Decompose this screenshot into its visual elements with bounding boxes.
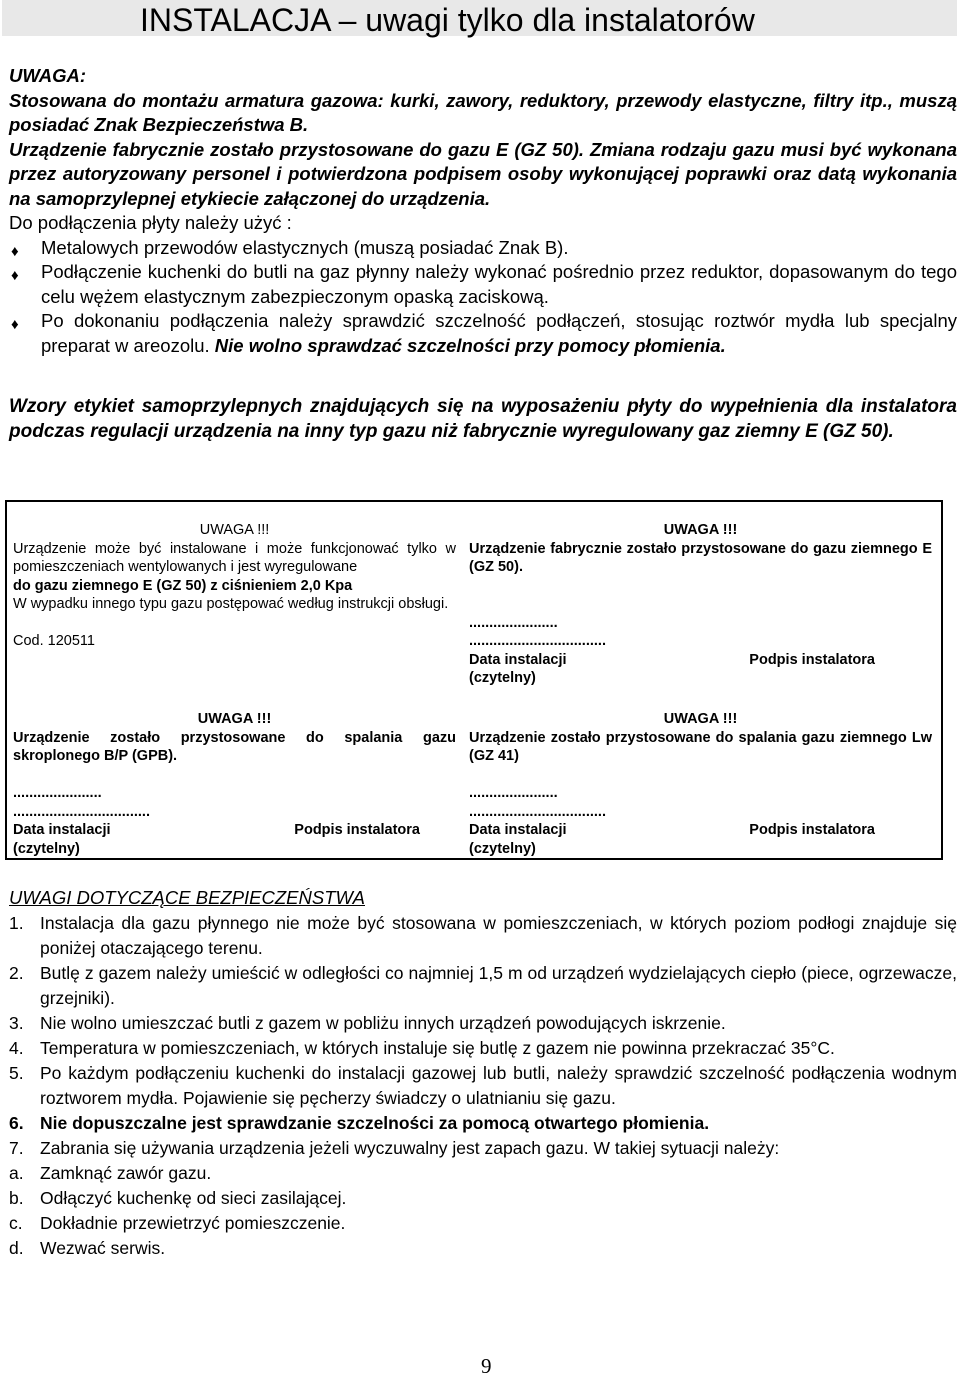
item-text: Zabrania się używania urządzenia jeżeli wyczuwalny jest zapach gazu. W takiej sytuacji należy: [40,1138,780,1158]
item-text: Instalacja dla gazu płynnego nie może być stosowana w pomieszczeniach, w których poziom podłogi znajduje się poniżej otaczającego terenu. [40,913,957,958]
bullet-text: Metalowych przewodów elastycznych (muszą posiadać Znak B). [41,236,569,258]
item-number: b. [9,1188,24,1208]
dots-line: ...................... [469,785,558,801]
item-text: Temperatura w pomieszczeniach, w których instaluje się butlę z gazem nie powinna przekraczać 35°C. [40,1038,835,1058]
item-number: 7. [9,1138,24,1158]
label-text: Urządzenie fabrycznie zostało przystosowane do gazu ziemnego E (GZ 50). [469,540,932,575]
label-text: Urządzenie zostało przystosowane do spalania gazu skroplonego B/P (GPB). [13,729,456,764]
label-templates-intro: Wzory etykiet samoprzylepnych znajdujących się na wyposażeniu płyty do wypełnienia dla instalatora podczas regulacji urządzenia na inny typ gazu niż fabrycznie wyregulowany gaz ziemny E (GZ 50). [9,396,957,442]
item-number: c. [9,1213,23,1233]
label-factory-gz50 [469,521,932,688]
dots-line: .................................. [13,803,150,820]
uwaga-line3: Zmiana rodzaju gazu musi być wykonana przez autoryzowany personel i potwierdzona podpisem osoby wykonującej poprawki oraz datą wykonania na samoprzylepnej etykiecie załączonej do urządzenia. [9,138,957,209]
item-number: 4. [9,1038,24,1058]
item-number: 3. [9,1013,24,1033]
diamond-bullet-icon: ♦ [11,242,19,260]
dots-line: ...................... [13,785,102,801]
item-number: 2. [9,963,24,983]
install-date-label: Data instalacji [13,822,111,838]
install-date-label: Data instalacji [469,651,567,668]
label-natural-gas-info [13,521,456,651]
dots-line: ...................... [469,614,558,631]
item-text: Butlę z gazem należy umieścić w odległości co najmniej 1,5 m od urządzeń wydzielających ciepło (piece, ogrzewacze, grzejniki). [40,963,957,1008]
legible-note: (czytelny) [469,670,536,686]
page-title: INSTALACJA – uwagi tylko dla instalatorów [140,2,755,38]
label-header: UWAGA !!! [199,522,270,538]
uwaga-line1: Stosowana do montażu armatura gazowa: kurki, zawory, reduktory, przewody elastyczne, filtry itp., muszą posiadać Znak Bezpieczeństwa B. [9,89,957,135]
item-number: a. [9,1163,24,1183]
list-item [9,1236,957,1261]
diamond-bullet-icon: ♦ [11,316,19,333]
item-text: Dokładnie przewietrzyć pomieszczenie. [40,1213,346,1233]
safety-list [9,911,957,1261]
list-item [9,961,957,1011]
uwaga-line-2-3 [9,138,957,212]
item-text: Zamknąć zawór gazu. [40,1163,212,1183]
safety-heading: UWAGI DOTYCZĄCE BEZPIECZEŃSTWA [9,887,365,908]
list-item [9,1161,957,1186]
bullet-text: Podłączenie kuchenki do butli na gaz płynny należy wykonać pośrednio przez reduktor, dopasowanym do tego celu wężem elastycznym zabezpieczonym opaską zaciskową. [41,261,957,307]
label-text: Urządzenie może być instalowane i może funkcjonować tylko w pomieszczeniach wentylowanych i jest wyregulowane [13,540,456,575]
label-header: UWAGA !!! [663,711,738,727]
item-number: d. [9,1238,24,1258]
uwaga-section [9,64,957,358]
installer-signature-label: Podpis instalatora [749,651,875,668]
list-item [9,1136,957,1161]
installer-signature-label: Podpis instalatora [749,822,875,838]
item-number: 6. [9,1113,24,1133]
bullet-item [9,236,957,261]
bullet-text: Po dokonaniu podłączenia należy sprawdzić szczelność podłączeń, stosując roztwór mydła lub specjalny preparat w areozolu. [41,310,957,356]
legible-note: (czytelny) [13,840,80,857]
label-header: UWAGA !!! [663,522,738,538]
bullet-bold-text: Nie wolno sprawdzać szczelności przy pomocy płomienia. [214,334,726,356]
list-item [9,1211,957,1236]
item-text: Nie dopuszczalne jest sprawdzanie szczelności za pomocą otwartego płomienia. [40,1113,710,1133]
install-date-label: Data instalacji [469,822,567,838]
dots-line: .................................. [469,803,606,820]
connect-intro: Do podłączenia płyty należy użyć : [9,212,292,233]
label-header: UWAGA !!! [197,711,272,727]
list-item [9,1036,957,1061]
list-item [9,1061,957,1111]
label-bold-text: do gazu ziemnego E (GZ 50) z ciśnieniem 2,0 Kpa [13,577,353,594]
installer-signature-label: Podpis instalatora [294,822,420,838]
list-item [9,1011,957,1036]
item-text: Wezwać serwis. [40,1238,166,1258]
item-text: Odłączyć kuchenkę od sieci zasilającej. [40,1188,347,1208]
label-lpg-gpb [13,710,456,858]
list-item [9,1111,957,1136]
legible-note: (czytelny) [469,840,536,857]
label-text: Urządzenie zostało przystosowane do spalania gazu ziemnego Lw (GZ 41) [469,729,932,764]
uwaga-line2: Urządzenie fabrycznie zostało przystosowane do gazu E (GZ 50). [9,138,585,160]
bullet-item [9,309,957,358]
list-item [9,911,957,961]
item-text: Po każdym podłączeniu kuchenki do instalacji gazowej lub butli, należy sprawdzić szczelność podłączenia wodnym roztworem mydła. Pojawienie się pęcherzy świadczy o ulatnianiu się gazu. [40,1063,957,1108]
bullet-item [9,260,957,309]
dots-line: .................................. [469,633,606,649]
label-code: Cod. 120511 [13,633,95,649]
item-text: Nie wolno umieszczać butli z gazem w pobliżu innych urządzeń powodujących iskrzenie. [40,1013,726,1033]
list-item [9,1186,957,1211]
diamond-bullet-icon: ♦ [11,267,19,284]
item-number: 5. [9,1063,24,1083]
item-number: 1. [9,913,24,933]
uwaga-heading: UWAGA: [9,65,87,86]
label-gas-lw-gz41 [469,710,932,858]
label-text-2: W wypadku innego typu gazu postępować według instrukcji obsługi. [13,596,449,612]
page-number: 9 [481,1354,492,1378]
